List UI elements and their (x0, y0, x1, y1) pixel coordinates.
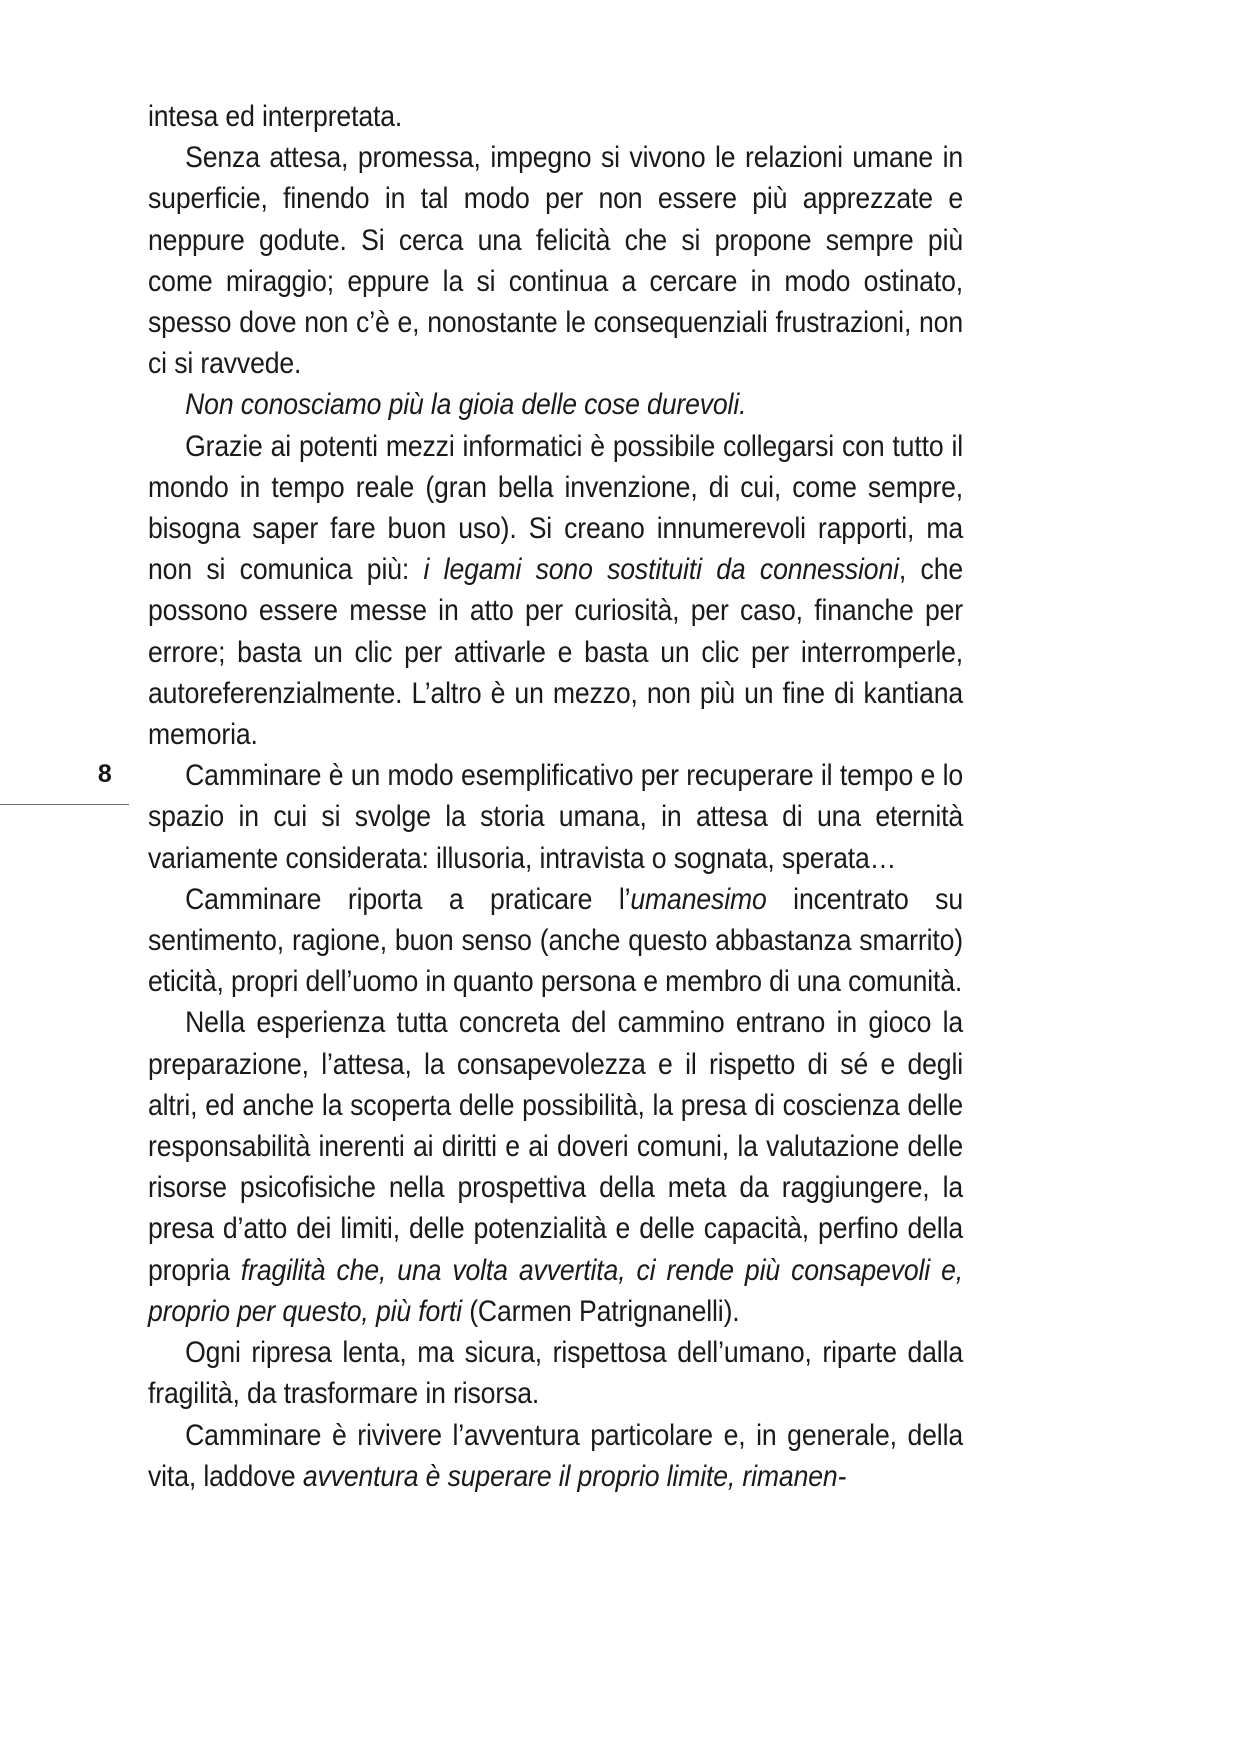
text-run: (Carmen Patrignanelli). (461, 1294, 740, 1328)
paragraph (148, 426, 963, 756)
paragraph (148, 137, 963, 384)
paragraph (148, 1332, 963, 1414)
paragraph-runs (148, 755, 963, 879)
paragraph (148, 1002, 963, 1332)
paragraph-runs (148, 96, 963, 137)
text-run: Nella esperienza tutta concreta del cammino entrano in gioco la preparazione, l’attesa, la consapevolezza e il rispetto di sé e degli altri, ed anche la scoperta delle possibilità, la presa di coscienza delle responsabilità inerenti ai diritti e ai doveri comuni, la valutazione delle risorse psicofisiche nella prospettiva della meta da raggiungere, la presa d’atto dei limiti, delle potenzialità e delle capacità, perfino della propria (148, 1006, 964, 1287)
page-number: 8 (97, 760, 112, 788)
folio-block (0, 762, 129, 805)
text-run: Ogni ripresa lenta, ma sicura, rispettosa dell’umano, riparte dalla fragilità, da trasformare in risorsa. (148, 1336, 964, 1411)
text-run: incentrato su sentimento, ragione, buon senso (anche questo abbastanza smarrito) eticità, propri dell’uomo in quanto persona e membro di una comunità. (148, 882, 964, 999)
paragraph-runs (148, 1332, 963, 1414)
italic-run: i legami sono sostituiti da connessioni (423, 553, 899, 587)
text-run: , che possono essere messe in atto per curiosità, per caso, finanche per errore; basta un clic per attivarle e basta un clic per interromperle, autoreferenzialmente. L’altro è un mezzo, non più un fine di kantiana memoria. (148, 553, 964, 752)
text-column (148, 96, 963, 1497)
paragraph-runs (148, 1002, 963, 1332)
paragraph-runs (148, 137, 963, 384)
text-run: Camminare è un modo esemplificativo per recuperare il tempo e lo spazio in cui si svolge la storia umana, in attesa di una eternità variamente considerata: illusoria, intravista o sognata, sperata… (148, 759, 964, 875)
paragraph-runs (148, 879, 963, 1003)
folio-rule (0, 804, 129, 805)
italic-run: Non conosciamo più la gioia delle cose durevoli. (185, 388, 747, 422)
text-run: Camminare riporta a praticare l’ (185, 882, 631, 916)
text-run: intesa ed interpretata. (148, 100, 403, 133)
paragraph-runs (148, 426, 963, 756)
text-run: Camminare è rivivere l’avventura particolare e, in generale, della vita, laddove (148, 1418, 964, 1493)
italic-run: avventura è superare il proprio limite, rimanen- (302, 1459, 847, 1493)
text-run: Senza attesa, promessa, impegno si vivono le relazioni umane in superficie, finendo in tal modo per non essere più apprezzate e neppure godute. Si cerca una felicità che si propone sempre più come miraggio; eppure la si continua a cercare in modo ostinato, spesso dove non c’è e, nonostante le consequenziali frustrazioni, non ci si ravvede. (148, 141, 964, 381)
italic-run: fragilità che, una volta avvertita, ci rende più consapevoli e, proprio per questo, più forti (148, 1253, 964, 1328)
paragraph (148, 96, 963, 137)
paragraph (148, 1415, 963, 1497)
paragraph (148, 384, 963, 425)
text-run: Grazie ai potenti mezzi informatici è possibile collegarsi con tutto il mondo in tempo reale (gran bella invenzione, di cui, come sempre, bisogna saper fare buon uso). Si creano innumerevoli rapporti, ma non si comunica più: (148, 429, 964, 587)
paragraph (148, 879, 963, 1003)
paragraph-runs (148, 384, 963, 425)
paragraph-runs (148, 1415, 963, 1497)
italic-run: umanesimo (630, 882, 767, 916)
paragraph (148, 755, 963, 879)
